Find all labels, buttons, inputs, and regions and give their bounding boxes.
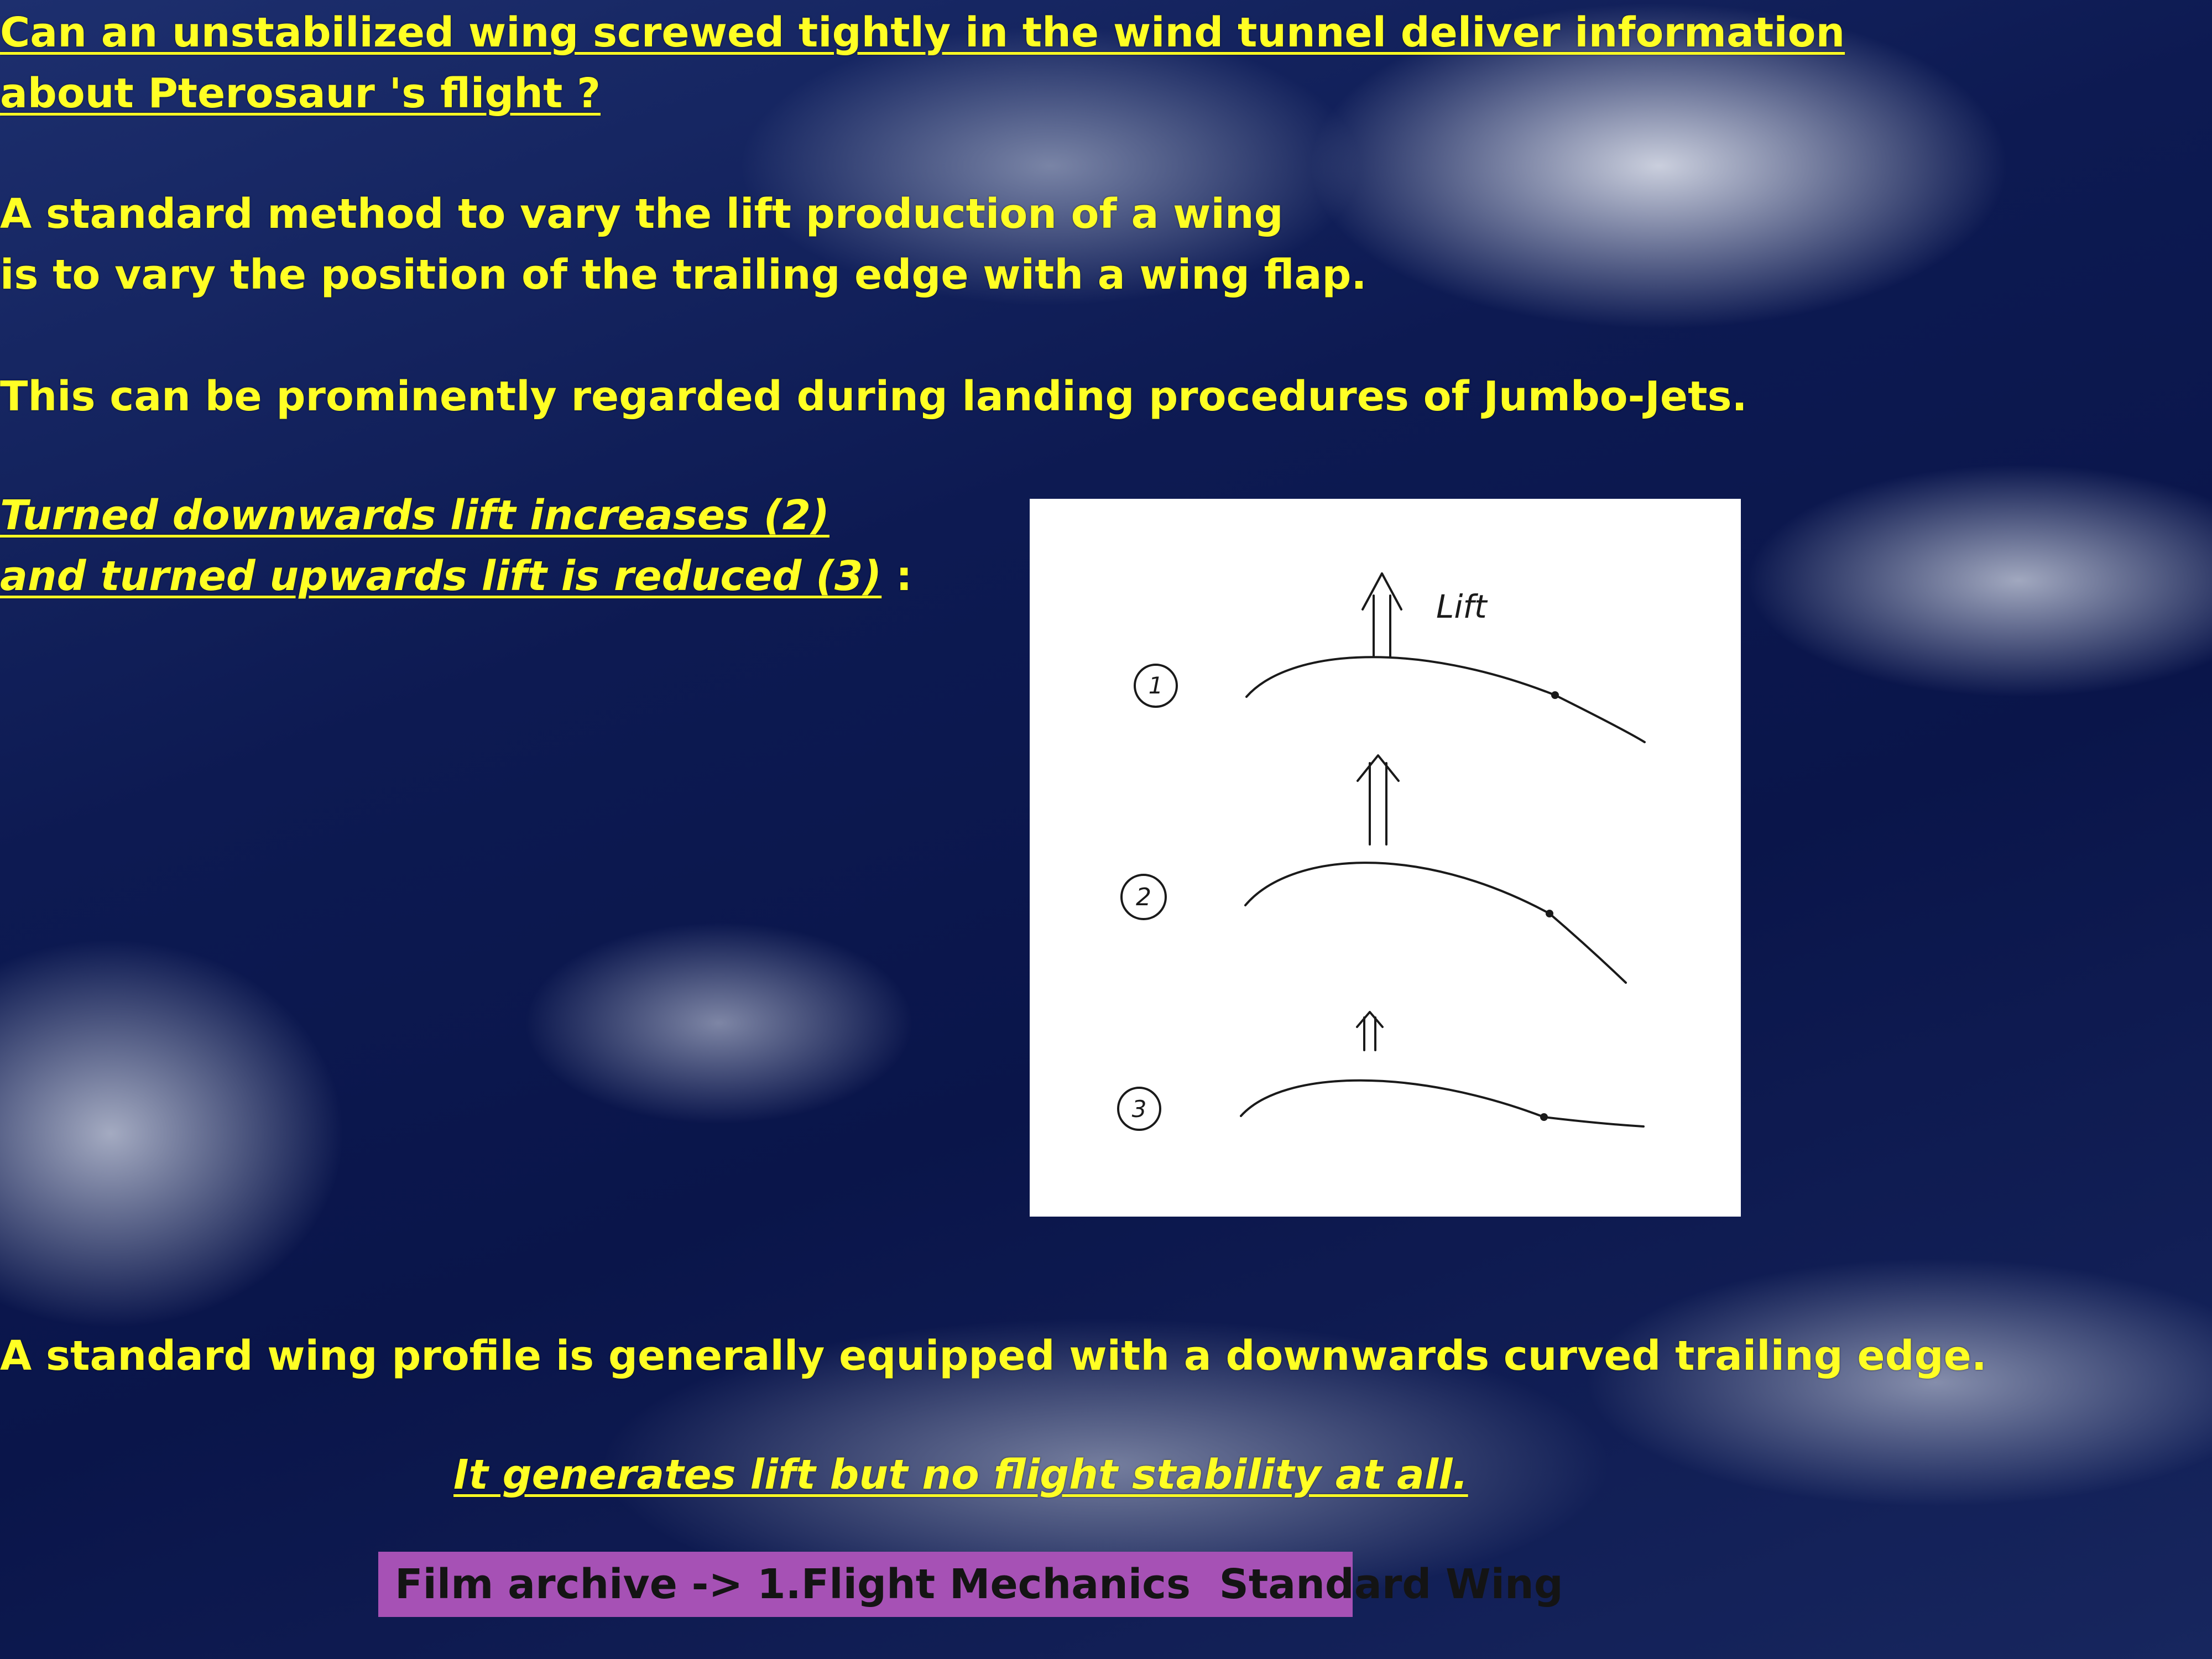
profile-number: 2 xyxy=(1136,883,1151,911)
conclusion-text: It generates lift but no flight stability at all. xyxy=(453,1451,1468,1499)
lift-arrow-icon xyxy=(1363,573,1401,656)
question-line-2: about Pterosaur 's flight ? xyxy=(0,70,601,117)
profile-number: 1 xyxy=(1148,672,1164,699)
lift-arrow-icon xyxy=(1357,1012,1383,1050)
profile-number: 3 xyxy=(1131,1095,1147,1123)
flap-effect-line-2-text: and turned upwards lift is reduced (3) xyxy=(0,552,882,600)
lift-label: Lift xyxy=(1436,588,1487,625)
film-archive-link[interactable] xyxy=(378,1552,1563,1617)
method-line-2: is to vary the position of the trailing edge with a wing flap. xyxy=(0,251,1367,299)
method-line-1: A standard method to vary the lift production of a wing xyxy=(0,190,1284,238)
wing-curve xyxy=(1241,1081,1644,1126)
question-line-1: Can an unstabilized wing screwed tightly in the wind tunnel deliver information xyxy=(0,9,1845,56)
lift-arrow-icon xyxy=(1358,755,1399,844)
wing-profile-diagram xyxy=(1030,499,1741,1217)
flap-effect-suffix: : xyxy=(881,552,912,600)
profile-1 xyxy=(1135,573,1645,742)
jumbo-note: This can be prominently regarded during landing procedures of Jumbo-Jets. xyxy=(0,373,1747,420)
profile-2 xyxy=(1121,755,1626,983)
wing-profile-sketch xyxy=(1030,499,1741,1217)
wing-curve xyxy=(1245,863,1626,983)
flap-effect-line-1: Turned downwards lift increases (2) xyxy=(0,492,830,539)
wing-curve xyxy=(1246,657,1645,742)
film-archive-label: Film archive -> 1.Flight Mechanics Standard Wing xyxy=(395,1561,1563,1608)
hinge-dot xyxy=(1546,910,1553,917)
profile-3 xyxy=(1118,1012,1644,1130)
hinge-dot xyxy=(1540,1113,1548,1121)
standard-profile-text: A standard wing profile is generally equipped with a downwards curved trailing edge. xyxy=(0,1332,1987,1380)
hinge-dot xyxy=(1551,691,1559,699)
flap-effect-line-2 xyxy=(0,552,912,600)
